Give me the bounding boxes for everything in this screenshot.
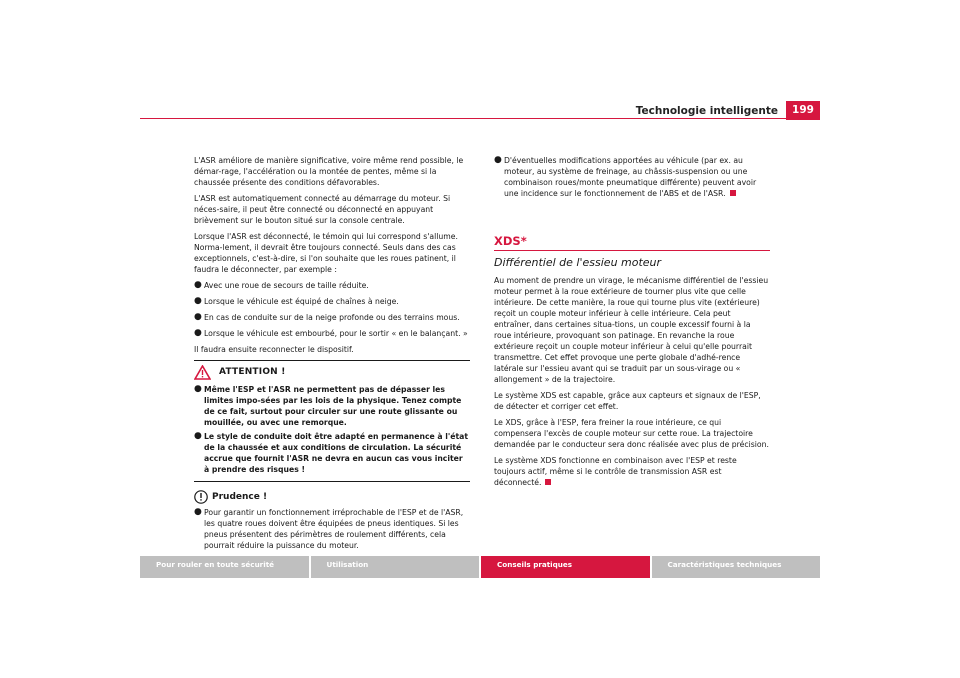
paragraph: Il faudra ensuite reconnecter le dispositif. xyxy=(194,345,354,354)
exclamation-circle-icon xyxy=(194,490,208,504)
bullet-icon: ● xyxy=(194,296,202,306)
section-end-square-icon xyxy=(730,190,736,196)
bullet-icon: ● xyxy=(194,431,202,441)
warning-box xyxy=(194,360,470,482)
section-end-square-icon xyxy=(545,479,551,485)
warning-item xyxy=(194,384,470,428)
list-item-text: Lorsque le véhicule est équipé de chaînes à neige. xyxy=(204,297,399,306)
bullet-icon: ● xyxy=(194,312,202,322)
warning-label: ATTENTION ! xyxy=(219,367,286,377)
bullet-icon: ● xyxy=(194,328,202,338)
chapter-nav xyxy=(140,556,820,578)
warning-item-text: Le style de conduite doit être adapté en permanence à l'état de la chaussée et aux conditions de circulation. La sécurité accrue que fournit l'ASR ne devra en aucun cas vous inciter à prendre des risques ! xyxy=(204,432,469,474)
list-item xyxy=(194,280,470,291)
bullet-icon: ● xyxy=(494,155,502,165)
list-item-text: En cas de conduite sur de la neige profonde ou des terrains mous. xyxy=(204,313,460,322)
caution-header xyxy=(194,490,470,504)
caution-label: Prudence ! xyxy=(212,491,268,502)
bullet-icon: ● xyxy=(194,384,202,394)
list-item xyxy=(194,328,470,339)
caution-item-text: Pour garantir un fonctionnement irréprochable de l'ESP et de l'ASR, les quatre roues doivent être équipées de pneus identiques. Si les pneus présentent des périmètres de roulement différents, cela pourrait réduire la puissance du moteur. xyxy=(204,508,464,550)
nav-tab-caracteristiques[interactable]: Caractéristiques techniques xyxy=(652,556,821,578)
list-item xyxy=(494,155,770,199)
list-item xyxy=(194,312,470,323)
bullet-icon: ● xyxy=(194,280,202,290)
bullet-icon: ● xyxy=(194,507,202,517)
warning-triangle-icon xyxy=(194,365,211,380)
paragraph: L'ASR est automatiquement connecté au démarrage du moteur. Si néces-saire, il peut être connecté ou déconnecté en appuyant brièvement sur le bouton situé sur la console centrale. xyxy=(194,194,451,225)
list-item-text: Lorsque le véhicule est embourbé, pour le sortir « en le balançant. » xyxy=(204,329,468,338)
page-number: 199 xyxy=(786,101,820,120)
nav-tab-securite[interactable]: Pour rouler en toute sécurité xyxy=(140,556,309,578)
paragraph: Lorsque l'ASR est déconnecté, le témoin qui lui correspond s'allume. Norma-lement, il devrait être toujours connecté. Seuls dans des cas exceptionnels, c'est-à-dire, si l'on souhaite que les roues patinent, il faudra le déconnecter, par exemple : xyxy=(194,232,458,274)
section-subtitle: Différentiel de l'essieu moteur xyxy=(494,256,662,269)
caution-item xyxy=(194,507,470,551)
section-title: XDS* xyxy=(494,234,527,248)
left-column xyxy=(194,155,470,556)
paragraph: Le XDS, grâce à l'ESP, fera freiner la roue intérieure, ce qui compensera l'excès de couple moteur sur cette roue. La trajectoire demandée par le conducteur sera donc réalisée avec plus de précision. xyxy=(494,418,769,449)
list-item-text: D'éventuelles modifications apportées au véhicule (par ex. au moteur, au système de freinage, au châssis-suspension ou une combinaison roues/monte pneumatique différente) peuvent avoir une incidence sur le fonctionnement de l'ABS et de l'ASR. xyxy=(504,156,757,198)
paragraph: L'ASR améliore de manière significative, voire même rend possible, le démar-rage, l'accélération ou la montée de pentes, même si la chaussée présente des conditions défavorables. xyxy=(194,156,464,187)
header-rule xyxy=(140,118,820,119)
nav-tab-conseils[interactable]: Conseils pratiques xyxy=(481,556,650,578)
nav-tab-utilisation[interactable]: Utilisation xyxy=(311,556,480,578)
warning-header xyxy=(194,365,470,380)
section-rule xyxy=(494,250,770,251)
paragraph: Le système XDS est capable, grâce aux capteurs et signaux de l'ESP, de détecter et corriger cet effet. xyxy=(494,391,761,411)
warning-item-text: Même l'ESP et l'ASR ne permettent pas de dépasser les limites impo-sées par les lois de la physique. Tenez compte de ce fait, surtout pour circuler sur une route glissante ou mouillée, ou avec une remorque. xyxy=(204,385,462,427)
right-column xyxy=(494,155,770,493)
list-item-text: Avec une roue de secours de taille réduite. xyxy=(204,281,369,290)
paragraph: Au moment de prendre un virage, le mécanisme différentiel de l'essieu moteur permet à la roue extérieure de tourner plus vite que celle intérieure. De cette manière, la roue qui tourne plus vite (extérieure) reçoit un couple moteur inférieur à celle intérieure. Cela peut entraîner, dans certaines situa-tions, un couple excessif fourni à la roue intérieure, provoquant son patinage. En revanche la roue extérieure reçoit un couple moteur inférieur à celui qu'elle pourrait transmettre. Cet effet provoque une perte globale d'adhé-rence latérale sur l'essieu avant qui se traduit par un sous-virage ou « allongement » de la trajectoire. xyxy=(494,276,769,384)
header-title: Technologie intelligente xyxy=(635,105,778,117)
paragraph: Le système XDS fonctionne en combinaison avec l'ESP et reste toujours actif, même si le contrôle de transmission ASR est déconnecté. xyxy=(494,456,737,487)
list-item xyxy=(194,296,470,307)
warning-item xyxy=(194,431,470,475)
